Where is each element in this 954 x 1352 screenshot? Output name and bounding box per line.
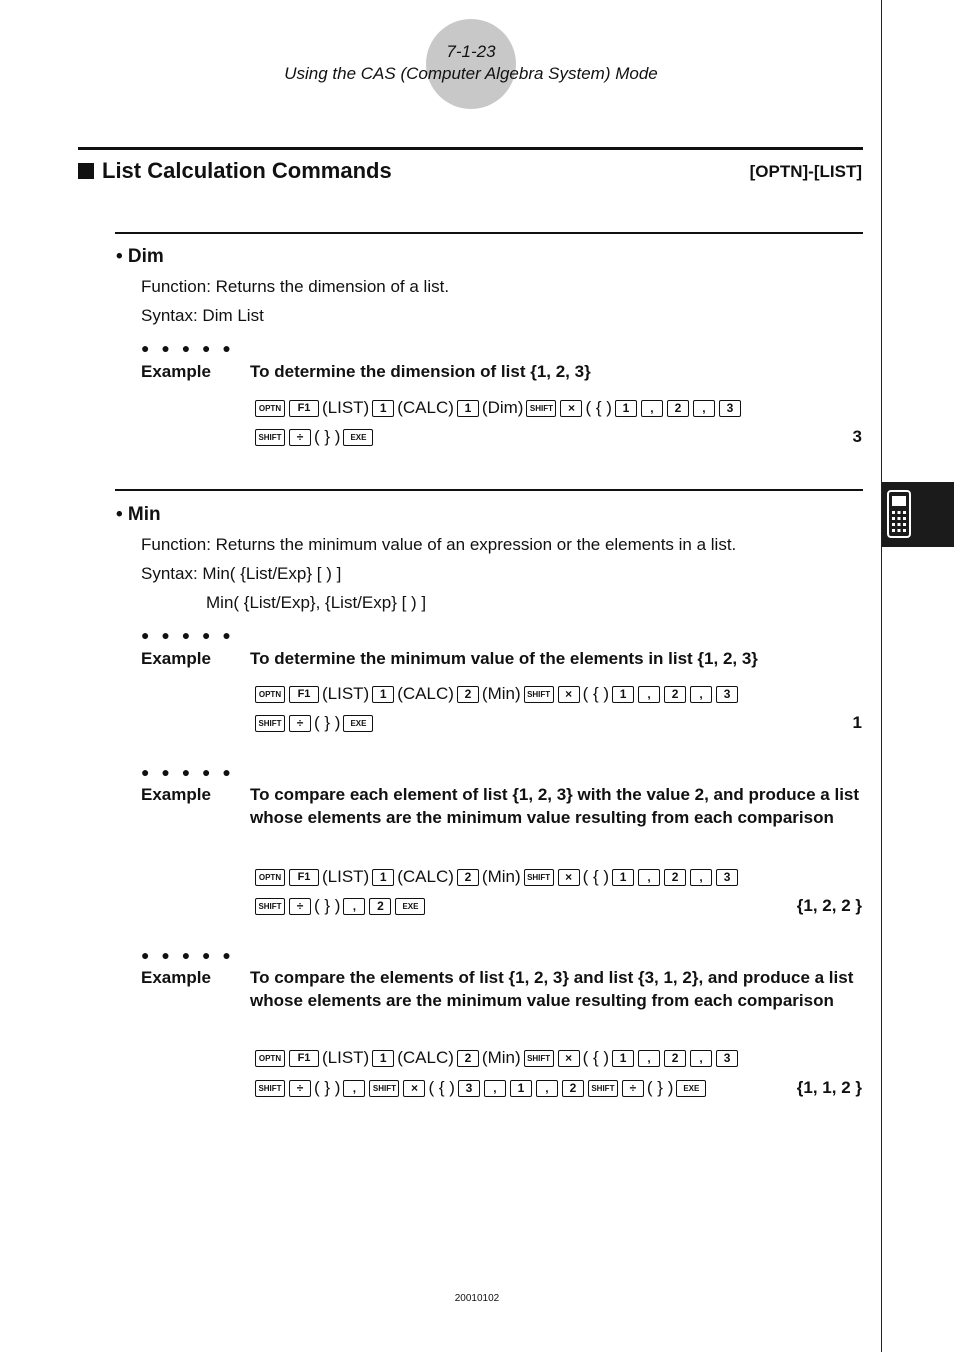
keycap-icon: F1 [289, 400, 319, 417]
key-label: (Min) [481, 867, 521, 886]
min-ex2-result: {1, 2, 2 } [796, 896, 862, 915]
keycap-icon: × [558, 1050, 580, 1067]
min-function: Function: Returns the minimum value of an expression or the elements in a list. [141, 535, 737, 554]
min-ex3-dots: ● ● ● ● ● [141, 947, 235, 963]
key-label: ( { ) [428, 1078, 455, 1097]
key-label: (Min) [481, 684, 521, 703]
margin-line [881, 0, 882, 1352]
keycap-icon: , [690, 1050, 712, 1067]
min-ex2-keystrokes-2 [253, 896, 427, 916]
keycap-icon: EXE [395, 898, 425, 915]
calculator-icon [882, 482, 954, 547]
keycap-icon: , [638, 686, 660, 703]
keycap-icon: × [558, 686, 580, 703]
dim-example-dots: ● ● ● ● ● [141, 340, 235, 356]
dim-rule [115, 232, 863, 234]
keycap-icon: , [690, 869, 712, 886]
dim-result: 3 [852, 427, 862, 446]
dim-function: Function: Returns the dimension of a list. [141, 277, 450, 296]
keycap-icon: 3 [716, 686, 738, 703]
keycap-icon: × [403, 1080, 425, 1097]
key-label: ( { ) [585, 398, 612, 417]
key-label: ( } ) [314, 896, 341, 915]
min-ex1-keystrokes-1 [253, 684, 740, 704]
keycap-icon: SHIFT [255, 429, 285, 446]
keycap-icon: , [641, 400, 663, 417]
keycap-icon: OPTN [255, 686, 285, 703]
keycap-icon: OPTN [255, 400, 285, 417]
dim-syntax: Syntax: Dim List [141, 306, 264, 325]
keycap-icon: 1 [372, 686, 394, 703]
min-ex2-keystrokes-1 [253, 867, 740, 887]
min-ex2-dots: ● ● ● ● ● [141, 764, 235, 780]
key-label: (LIST) [322, 398, 370, 417]
keycap-icon: 1 [612, 1050, 634, 1067]
keycap-icon: ÷ [289, 1080, 311, 1097]
keycap-icon: 2 [664, 1050, 686, 1067]
section-title: List Calculation Commands [78, 158, 392, 184]
key-label: ( } ) [314, 427, 341, 446]
keycap-icon: , [536, 1080, 558, 1097]
dim-heading: • Dim [116, 246, 164, 267]
footer-code: 20010102 [454, 1293, 500, 1304]
chapter-tab [882, 482, 954, 547]
keycap-icon: × [560, 400, 582, 417]
keycap-icon: SHIFT [369, 1080, 399, 1097]
keycap-icon: , [638, 869, 660, 886]
min-ex1-label: Example [141, 649, 211, 668]
keycap-icon: 2 [457, 869, 479, 886]
keycap-icon: , [343, 898, 365, 915]
min-syntax-2: Min( {List/Exp}, {List/Exp} [ ) ] [206, 593, 427, 612]
key-label: ( } ) [314, 1078, 341, 1097]
min-ex3-result: {1, 1, 2 } [796, 1078, 862, 1097]
key-label: (LIST) [322, 1048, 370, 1067]
min-ex3-keystrokes-1 [253, 1048, 740, 1068]
keycap-icon: F1 [289, 1050, 319, 1067]
keycap-icon: 2 [457, 686, 479, 703]
keycap-icon: SHIFT [524, 1050, 554, 1067]
keycap-icon: 1 [372, 869, 394, 886]
key-label: (CALC) [397, 398, 454, 417]
keycap-icon: ÷ [289, 715, 311, 732]
square-bullet-icon [78, 163, 94, 179]
menu-path: [OPTN]-[LIST] [749, 162, 862, 181]
key-label: (LIST) [322, 684, 370, 703]
keycap-icon: F1 [289, 686, 319, 703]
keycap-icon: 2 [457, 1050, 479, 1067]
dim-example-title: To determine the dimension of list {1, 2, 3} [250, 362, 591, 381]
min-ex1-result: 1 [852, 713, 862, 732]
dim-example-label: Example [141, 362, 211, 381]
keycap-icon: 2 [664, 869, 686, 886]
keycap-icon: ÷ [289, 898, 311, 915]
keycap-icon: 1 [457, 400, 479, 417]
keycap-icon: 2 [667, 400, 689, 417]
keycap-icon: 2 [562, 1080, 584, 1097]
keycap-icon: 1 [372, 1050, 394, 1067]
min-rule [115, 489, 863, 491]
key-label: ( } ) [646, 1078, 674, 1097]
min-ex3-title: To compare the elements of list {1, 2, 3} and list {3, 1, 2}, and produce a list whose elements are the minimum value resulting from each comparison [250, 968, 854, 1010]
keycap-icon: , [693, 400, 715, 417]
keycap-icon: F1 [289, 869, 319, 886]
key-label: ( { ) [582, 867, 610, 886]
min-ex2-label: Example [141, 785, 211, 804]
key-label: ( { ) [582, 684, 610, 703]
min-ex1-dots: ● ● ● ● ● [141, 627, 235, 643]
keycap-icon: 2 [664, 686, 686, 703]
key-label: (CALC) [397, 684, 454, 703]
keycap-icon: SHIFT [255, 898, 285, 915]
key-label: (Dim) [481, 398, 524, 417]
keycap-icon: 3 [716, 869, 738, 886]
chapter-title: Using the CAS (Computer Algebra System) Mode [284, 64, 658, 83]
min-ex2-title: To compare each element of list {1, 2, 3} with the value 2, and produce a list whose elements are the minimum value resulting from each comparison [250, 785, 860, 827]
keycap-icon: 3 [719, 400, 741, 417]
keycap-icon: 1 [510, 1080, 532, 1097]
keycap-icon: EXE [676, 1080, 706, 1097]
keycap-icon: × [558, 869, 580, 886]
min-syntax-1: Syntax: Min( {List/Exp} [ ) ] [141, 564, 342, 583]
keycap-icon: 1 [372, 400, 394, 417]
min-heading: • Min [116, 504, 161, 525]
keycap-icon: 1 [615, 400, 637, 417]
keycap-icon: , [638, 1050, 660, 1067]
keycap-icon: SHIFT [255, 715, 285, 732]
dim-keystrokes-2 [253, 427, 375, 447]
keycap-icon: , [484, 1080, 506, 1097]
min-ex3-label: Example [141, 968, 211, 987]
keycap-icon: OPTN [255, 1050, 285, 1067]
keycap-icon: SHIFT [588, 1080, 618, 1097]
keycap-icon: 2 [369, 898, 391, 915]
key-label: (CALC) [397, 1048, 454, 1067]
min-ex3-keystrokes-2 [253, 1078, 708, 1098]
section-rule [78, 147, 863, 150]
keycap-icon: 1 [612, 869, 634, 886]
keycap-icon: OPTN [255, 869, 285, 886]
min-ex1-keystrokes-2 [253, 713, 375, 733]
key-label: ( } ) [314, 713, 341, 732]
key-label: ( { ) [582, 1048, 610, 1067]
keycap-icon: SHIFT [526, 400, 556, 417]
dim-keystrokes-1 [253, 398, 743, 418]
keycap-icon: 3 [458, 1080, 480, 1097]
keycap-icon: 3 [716, 1050, 738, 1067]
key-label: (Min) [481, 1048, 521, 1067]
keycap-icon: , [690, 686, 712, 703]
key-label: (LIST) [322, 867, 370, 886]
key-label: (CALC) [397, 867, 454, 886]
keycap-icon: ÷ [622, 1080, 644, 1097]
page-number: 7-1-23 [446, 42, 496, 61]
keycap-icon: EXE [343, 715, 373, 732]
min-ex1-title: To determine the minimum value of the elements in list {1, 2, 3} [250, 649, 758, 668]
keycap-icon: ÷ [289, 429, 311, 446]
keycap-icon: SHIFT [524, 869, 554, 886]
keycap-icon: , [343, 1080, 365, 1097]
keycap-icon: 1 [612, 686, 634, 703]
keycap-icon: SHIFT [255, 1080, 285, 1097]
keycap-icon: SHIFT [524, 686, 554, 703]
keycap-icon: EXE [343, 429, 373, 446]
